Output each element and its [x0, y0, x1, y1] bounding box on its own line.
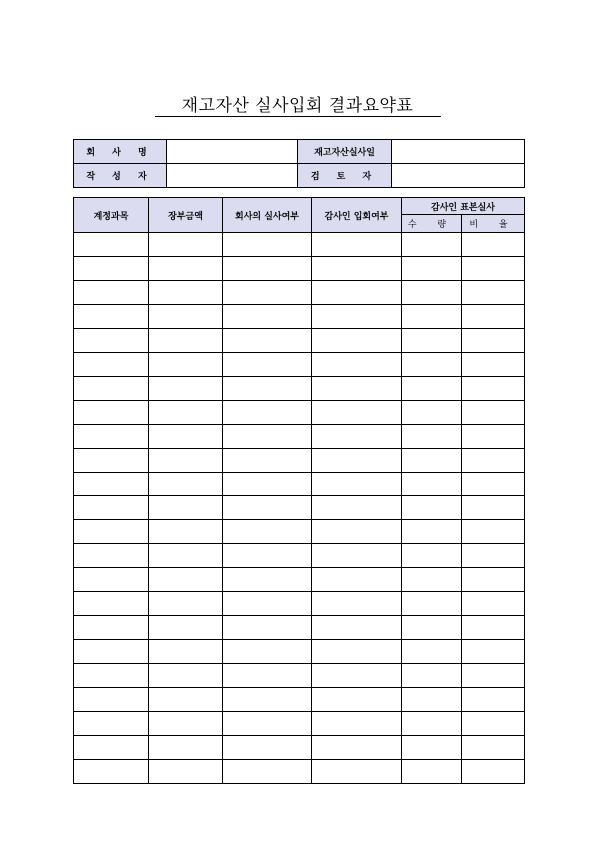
account-cell[interactable] [74, 496, 149, 520]
table-row [74, 424, 525, 448]
account-cell[interactable] [74, 736, 149, 760]
table-row [74, 712, 525, 736]
book-amount-cell[interactable] [149, 520, 223, 544]
company-count-cell[interactable] [223, 616, 312, 640]
table-row [74, 759, 525, 783]
table-row [74, 376, 525, 400]
auditor-attend-cell[interactable] [312, 712, 402, 736]
title-underline [155, 116, 441, 117]
auditor-attend-cell[interactable] [312, 736, 402, 760]
quantity-cell[interactable] [402, 640, 462, 664]
ratio-cell[interactable] [462, 448, 525, 472]
account-cell[interactable] [74, 256, 149, 280]
auditor-attend-cell[interactable] [312, 496, 402, 520]
book-amount-cell[interactable] [149, 328, 223, 352]
book-amount-cell[interactable] [149, 448, 223, 472]
auditor-attend-cell[interactable] [312, 520, 402, 544]
auditor-attend-cell[interactable] [312, 568, 402, 592]
auditor-attend-cell[interactable] [312, 352, 402, 376]
account-cell[interactable] [74, 616, 149, 640]
page-title: 재고자산 실사입회 결과요약표 [181, 96, 414, 116]
count-date-label: 재고자산실사일 [298, 140, 392, 164]
account-cell[interactable] [74, 233, 149, 257]
book-amount-cell[interactable] [149, 376, 223, 400]
reviewer-field[interactable] [392, 164, 525, 188]
reviewer-label: 검 토 자 [298, 164, 392, 188]
account-cell[interactable] [74, 688, 149, 712]
quantity-cell[interactable] [402, 544, 462, 568]
col-header-company-count: 회사의 실사여부 [223, 198, 312, 233]
summary-table [73, 197, 525, 784]
count-date-field[interactable] [392, 140, 525, 164]
book-amount-cell[interactable] [149, 400, 223, 424]
company-count-cell[interactable] [223, 736, 312, 760]
book-amount-cell[interactable] [149, 424, 223, 448]
quantity-cell[interactable] [402, 352, 462, 376]
quantity-cell[interactable] [402, 736, 462, 760]
auditor-attend-cell[interactable] [312, 376, 402, 400]
info-row-2 [74, 164, 525, 188]
book-amount-cell[interactable] [149, 736, 223, 760]
ratio-cell[interactable] [462, 400, 525, 424]
company-count-cell[interactable] [223, 256, 312, 280]
ratio-cell[interactable] [462, 616, 525, 640]
auditor-attend-cell[interactable] [312, 304, 402, 328]
ratio-cell[interactable] [462, 472, 525, 496]
ratio-cell[interactable] [462, 544, 525, 568]
col-header-sample-count: 감사인 표본실사 [402, 198, 525, 215]
account-cell[interactable] [74, 712, 149, 736]
quantity-cell[interactable] [402, 592, 462, 616]
auditor-attend-cell[interactable] [312, 328, 402, 352]
book-amount-cell[interactable] [149, 759, 223, 783]
book-amount-cell[interactable] [149, 280, 223, 304]
company-count-cell[interactable] [223, 328, 312, 352]
quantity-cell[interactable] [402, 448, 462, 472]
book-amount-cell[interactable] [149, 712, 223, 736]
author-field[interactable] [167, 164, 298, 188]
book-amount-cell[interactable] [149, 568, 223, 592]
company-count-cell[interactable] [223, 568, 312, 592]
account-cell[interactable] [74, 544, 149, 568]
quantity-cell[interactable] [402, 376, 462, 400]
table-row [74, 736, 525, 760]
auditor-attend-cell[interactable] [312, 472, 402, 496]
company-count-cell[interactable] [223, 520, 312, 544]
table-row [74, 544, 525, 568]
ratio-cell[interactable] [462, 759, 525, 783]
table-row [74, 328, 525, 352]
quantity-cell[interactable] [402, 280, 462, 304]
company-count-cell[interactable] [223, 448, 312, 472]
auditor-attend-cell[interactable] [312, 640, 402, 664]
ratio-cell[interactable] [462, 328, 525, 352]
auditor-attend-cell[interactable] [312, 544, 402, 568]
ratio-cell[interactable] [462, 352, 525, 376]
company-count-cell[interactable] [223, 472, 312, 496]
company-count-cell[interactable] [223, 400, 312, 424]
book-amount-cell[interactable] [149, 592, 223, 616]
company-count-cell[interactable] [223, 712, 312, 736]
company-count-cell[interactable] [223, 664, 312, 688]
company-count-cell[interactable] [223, 424, 312, 448]
company-count-cell[interactable] [223, 688, 312, 712]
company-count-cell[interactable] [223, 759, 312, 783]
auditor-attend-cell[interactable] [312, 448, 402, 472]
col-header-book-amount: 장부금액 [149, 198, 223, 233]
company-count-cell[interactable] [223, 496, 312, 520]
account-cell[interactable] [74, 448, 149, 472]
book-amount-cell[interactable] [149, 544, 223, 568]
col-header-auditor-attend: 감사인 입회여부 [312, 198, 402, 233]
quantity-cell[interactable] [402, 496, 462, 520]
auditor-attend-cell[interactable] [312, 664, 402, 688]
quantity-cell[interactable] [402, 400, 462, 424]
company-count-cell[interactable] [223, 280, 312, 304]
table-row [74, 568, 525, 592]
ratio-cell[interactable] [462, 256, 525, 280]
table-row [74, 256, 525, 280]
auditor-attend-cell[interactable] [312, 400, 402, 424]
ratio-cell[interactable] [462, 424, 525, 448]
ratio-cell[interactable] [462, 376, 525, 400]
account-cell[interactable] [74, 328, 149, 352]
book-amount-cell[interactable] [149, 352, 223, 376]
company-count-cell[interactable] [223, 376, 312, 400]
quantity-cell[interactable] [402, 520, 462, 544]
book-amount-cell[interactable] [149, 688, 223, 712]
company-count-cell[interactable] [223, 592, 312, 616]
company-count-cell[interactable] [223, 544, 312, 568]
author-label: 작 성 자 [74, 164, 167, 188]
account-cell[interactable] [74, 304, 149, 328]
auditor-attend-cell[interactable] [312, 616, 402, 640]
table-row [74, 616, 525, 640]
account-cell[interactable] [74, 352, 149, 376]
book-amount-cell[interactable] [149, 664, 223, 688]
company-count-cell[interactable] [223, 304, 312, 328]
table-row [74, 472, 525, 496]
table-row [74, 520, 525, 544]
account-cell[interactable] [74, 472, 149, 496]
book-amount-cell[interactable] [149, 496, 223, 520]
quantity-cell[interactable] [402, 233, 462, 257]
account-cell[interactable] [74, 520, 149, 544]
account-cell[interactable] [74, 568, 149, 592]
ratio-cell[interactable] [462, 592, 525, 616]
ratio-cell[interactable] [462, 520, 525, 544]
quantity-cell[interactable] [402, 304, 462, 328]
table-row [74, 592, 525, 616]
table-row [74, 496, 525, 520]
table-row [74, 400, 525, 424]
quantity-cell[interactable] [402, 568, 462, 592]
book-amount-cell[interactable] [149, 616, 223, 640]
quantity-cell[interactable] [402, 424, 462, 448]
account-cell[interactable] [74, 759, 149, 783]
book-amount-cell[interactable] [149, 233, 223, 257]
header-row [74, 198, 525, 215]
auditor-attend-cell[interactable] [312, 759, 402, 783]
account-cell[interactable] [74, 424, 149, 448]
account-cell[interactable] [74, 592, 149, 616]
ratio-cell[interactable] [462, 304, 525, 328]
quantity-cell[interactable] [402, 759, 462, 783]
auditor-attend-cell[interactable] [312, 233, 402, 257]
ratio-cell[interactable] [462, 712, 525, 736]
auditor-attend-cell[interactable] [312, 688, 402, 712]
auditor-attend-cell[interactable] [312, 256, 402, 280]
company-count-cell[interactable] [223, 352, 312, 376]
info-table [73, 139, 525, 188]
account-cell[interactable] [74, 376, 149, 400]
ratio-cell[interactable] [462, 736, 525, 760]
company-label: 회 사 명 [74, 140, 167, 164]
col-header-account: 계정과목 [74, 198, 149, 233]
info-row-1 [74, 140, 525, 164]
ratio-cell[interactable] [462, 688, 525, 712]
account-cell[interactable] [74, 400, 149, 424]
company-field[interactable] [167, 140, 298, 164]
quantity-cell[interactable] [402, 688, 462, 712]
auditor-attend-cell[interactable] [312, 592, 402, 616]
book-amount-cell[interactable] [149, 256, 223, 280]
table-row [74, 640, 525, 664]
table-row [74, 304, 525, 328]
ratio-cell[interactable] [462, 280, 525, 304]
quantity-cell[interactable] [402, 616, 462, 640]
table-body [74, 233, 525, 784]
quantity-cell[interactable] [402, 664, 462, 688]
quantity-cell[interactable] [402, 328, 462, 352]
table-row [74, 448, 525, 472]
company-count-cell[interactable] [223, 233, 312, 257]
account-cell[interactable] [74, 664, 149, 688]
col-header-ratio: 비 율 [462, 215, 525, 233]
book-amount-cell[interactable] [149, 472, 223, 496]
quantity-cell[interactable] [402, 712, 462, 736]
table-row [74, 688, 525, 712]
table-row [74, 352, 525, 376]
account-cell[interactable] [74, 640, 149, 664]
table-row [74, 664, 525, 688]
table-row [74, 280, 525, 304]
ratio-cell[interactable] [462, 640, 525, 664]
ratio-cell[interactable] [462, 496, 525, 520]
account-cell[interactable] [74, 280, 149, 304]
table-row [74, 233, 525, 257]
ratio-cell[interactable] [462, 664, 525, 688]
col-header-quantity: 수 량 [402, 215, 462, 233]
quantity-cell[interactable] [402, 472, 462, 496]
auditor-attend-cell[interactable] [312, 424, 402, 448]
company-count-cell[interactable] [223, 640, 312, 664]
quantity-cell[interactable] [402, 256, 462, 280]
auditor-attend-cell[interactable] [312, 280, 402, 304]
book-amount-cell[interactable] [149, 640, 223, 664]
ratio-cell[interactable] [462, 568, 525, 592]
book-amount-cell[interactable] [149, 304, 223, 328]
ratio-cell[interactable] [462, 233, 525, 257]
